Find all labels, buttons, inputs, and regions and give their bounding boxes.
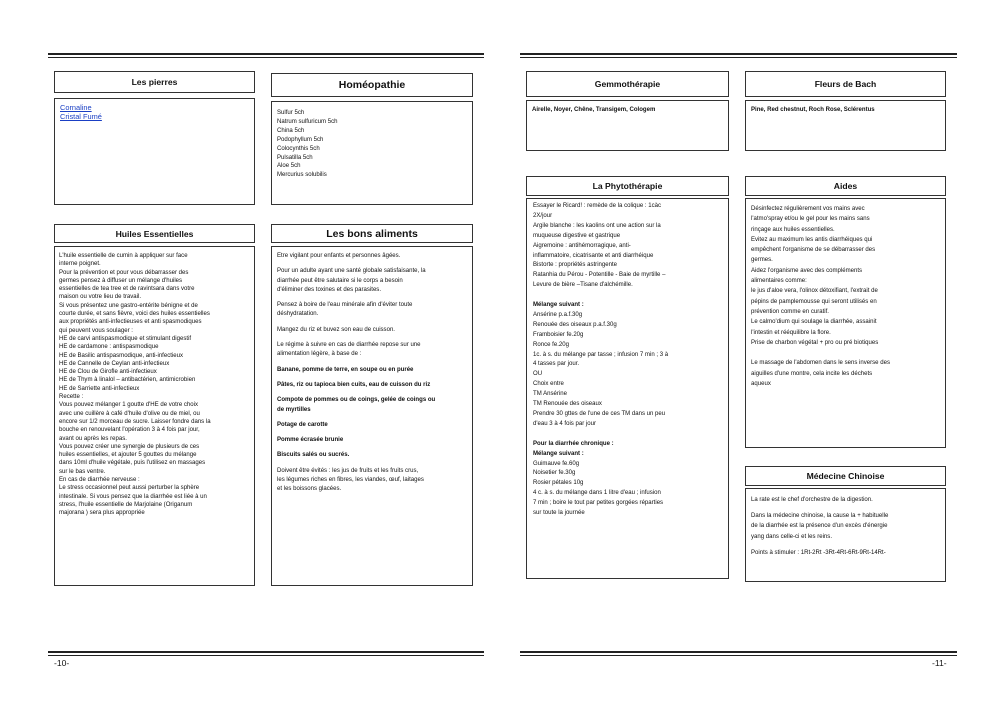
text-line: HE de cardamone : antispasmodique bbox=[59, 344, 159, 351]
text-line: Vous pouvez créer une synergie de plusieurs de ces bbox=[59, 443, 200, 450]
aides-content bbox=[751, 204, 890, 389]
text-line: L'huile essentielle de cumin à appliquer sur face bbox=[59, 253, 188, 259]
text-line: aux propriétés anti-infectieuses et anti spasmodiques bbox=[59, 319, 202, 326]
remedy-line: Pulsatilla 5ch bbox=[277, 154, 313, 161]
homeopathie-title: Homéopathie bbox=[271, 73, 473, 97]
text-line: aqueux bbox=[751, 381, 771, 388]
bottom-rule-left bbox=[48, 651, 484, 653]
remedy-line: China 5ch bbox=[277, 127, 305, 134]
remedy-line: Natrum sulfuricum 5ch bbox=[277, 118, 338, 125]
aides-box bbox=[745, 198, 946, 448]
text-line: de la diarrhée est la présence d'un excès d'énergie bbox=[751, 523, 888, 530]
text-line: l'intestin et rééquilibre la flore. bbox=[751, 329, 831, 336]
text-line: Banane, pomme de terre, en soupe ou en purée bbox=[277, 366, 414, 373]
text-line: Essayer le Ricard! : remède de la colique : 1càc bbox=[533, 203, 662, 209]
text-line: Rosier pétales 10g bbox=[533, 480, 584, 487]
text-line: Framboisier fe.20g bbox=[533, 331, 584, 338]
text-line: Désinfectez régulièrement vos mains avec bbox=[751, 206, 865, 212]
link-cristal-fume[interactable]: Cristal Fumé bbox=[60, 111, 102, 121]
text-line: Guimauve fe.60g bbox=[533, 460, 580, 467]
text-line: Biscuits salés ou sucrés. bbox=[277, 452, 350, 459]
text-line: et les boissons glacées. bbox=[277, 486, 342, 493]
text-line: d'éliminer des toxines et des parasites. bbox=[277, 286, 382, 293]
text-line: germes. bbox=[751, 257, 773, 264]
text-line: Pour la diarrhée chronique : bbox=[533, 440, 614, 447]
text-line: yang dans celle-ci et les reins. bbox=[751, 533, 833, 540]
text-line: le jus d'aloe vera, l'olinox détoxifiant, l'extrait de bbox=[751, 288, 878, 295]
text-line: Renouée des oiseaux p.a.f.30g bbox=[533, 321, 617, 328]
text-line: muqueuse digestive et gastrique bbox=[533, 232, 621, 239]
chinoise-box bbox=[745, 488, 946, 582]
remedy-line: Sulfur 5ch bbox=[277, 110, 305, 116]
text-line: huiles essentielles, et ajouter 5 gouttes du mélange bbox=[59, 452, 197, 459]
text-line: HE de Cannelle de Ceylan anti-infectieux bbox=[59, 360, 170, 367]
text-line: Pâtes, riz ou tapioca bien cuits, eau de cuisson du riz bbox=[277, 381, 431, 388]
text-line: HE de Thym à linalol – antibactérien, antimicrobien bbox=[59, 377, 196, 384]
text-line: dans 10ml d'huile végétale, puis l'utilisez en massages bbox=[59, 460, 206, 467]
text-line: Mélange suivant : bbox=[533, 450, 584, 457]
text-line: les légumes riches en fibres, les viandes, œuf, laitages bbox=[277, 477, 424, 484]
phyto-content bbox=[533, 202, 668, 519]
pierres-title: Les pierres bbox=[54, 71, 255, 93]
text-line: Aidez l'organisme avec des compléments bbox=[751, 267, 863, 274]
text-line: interne poignet. bbox=[59, 261, 101, 268]
page-number-right: -11- bbox=[932, 658, 947, 668]
huiles-box bbox=[54, 246, 255, 586]
text-line bbox=[533, 430, 668, 440]
text-line: Pour la prévention et pour vous débarrasser des bbox=[59, 269, 189, 276]
phyto-title: La Phytothérapie bbox=[526, 176, 729, 196]
text-line: rinçage aux huiles essentielles. bbox=[751, 226, 835, 233]
text-line: Le régime à suivre en cas de diarrhée repose sur une bbox=[277, 342, 421, 349]
remedy-line: Aloe 5ch bbox=[277, 163, 301, 170]
aliments-box bbox=[271, 246, 473, 586]
text-line: alimentaires comme: bbox=[751, 278, 807, 285]
text-line: bouche en renouvelant l'opération 3 à 4 fois par jour, bbox=[59, 427, 200, 434]
text-line: Points à stimuler : 1Rt-2Rt -3Rt-4Rt-6Rt-9Rt-14Rt- bbox=[751, 549, 886, 556]
chinoise-title: Médecine Chinoise bbox=[745, 466, 946, 486]
text-line: majorana ) sera plus appropriée bbox=[59, 510, 145, 517]
text-line: Pour un adulte ayant une santé globale satisfaisante, la bbox=[277, 268, 426, 275]
text-line: Bistorte : propriétés astringente bbox=[533, 262, 618, 269]
pierres-box bbox=[54, 98, 255, 205]
text-line bbox=[751, 348, 890, 358]
text-line: d'eau 3 à 4 fois par jour bbox=[533, 420, 597, 427]
text-line bbox=[533, 291, 668, 301]
text-line: Le stress occasionnel peut aussi perturber la sphère bbox=[59, 485, 200, 492]
text-line: avec une cuillère à café d'huile d'olive ou de miel, ou bbox=[59, 410, 200, 417]
text-line: 4 c. à s. du mélange dans 1 litre d'eau ; infusion bbox=[533, 490, 661, 497]
text-line: Ansérine p.a.f.30g bbox=[533, 311, 583, 318]
gemmo-text: Airelle, Noyer, Chêne, Transigem, Cologem bbox=[532, 107, 656, 113]
top-rule-right bbox=[520, 53, 957, 55]
remedy-line: Colocynthis 5ch bbox=[277, 145, 320, 152]
text-line: Mangez du riz et buvez son eau de cuisson. bbox=[277, 326, 395, 333]
text-line: Prendre 30 gttes de l'une de ces TM dans un peu bbox=[533, 411, 666, 418]
text-line: 2X/jour bbox=[533, 212, 553, 219]
text-line: Choix entre bbox=[533, 381, 564, 388]
phyto-box bbox=[526, 198, 729, 579]
text-line: Compote de pommes ou de coings, gelée de coings ou bbox=[277, 397, 436, 404]
text-line: sur toute la journée bbox=[533, 510, 585, 517]
text-line: Argile blanche : les kaolins ont une action sur la bbox=[533, 222, 661, 229]
text-line: courte durée, et sans fièvre, voici des huiles essentielles bbox=[59, 311, 210, 318]
text-line: Mélange suivant : bbox=[533, 302, 584, 309]
text-line: TM Ansérine bbox=[533, 391, 567, 398]
text-line: germes pensez à diffuser un mélange d'huiles bbox=[59, 277, 183, 284]
text-line: Le calmo'dium qui soulage la diarrhée, assainit bbox=[751, 319, 877, 326]
top-rule-left bbox=[48, 53, 484, 55]
text-line: HE de Sarriette anti-infectieux bbox=[59, 385, 140, 392]
text-line: La rate est le chef d'orchestre de la digestion. bbox=[751, 497, 873, 503]
remedy-line: Podophyllum 5ch bbox=[277, 136, 324, 143]
text-line: 1c. à s. du mélange par tasse ; infusion 7 min ; 3 à bbox=[533, 351, 669, 358]
text-line: En cas de diarrhée nerveuse : bbox=[59, 477, 140, 484]
text-line: déshydratation. bbox=[277, 311, 319, 318]
homeopathie-box bbox=[271, 101, 473, 205]
text-line: maison ou votre lieu de travail. bbox=[59, 294, 142, 301]
aides-title: Aides bbox=[745, 176, 946, 196]
text-line: Le massage de l'abdomen dans le sens inverse des bbox=[751, 360, 890, 367]
text-line: 7 min ; boire le tout par petites gorgées réparties bbox=[533, 500, 664, 507]
bottom-rule-right bbox=[520, 651, 957, 653]
gemmo-content bbox=[532, 106, 655, 114]
text-line: qui peuvent vous soulager : bbox=[59, 327, 133, 334]
text-line: Dans la médecine chinoise, la cause la + habituelle bbox=[751, 513, 889, 520]
homeopathie-content bbox=[277, 109, 338, 180]
text-line: Ratanhia du Pérou - Potentille - Baie de myrtille – bbox=[533, 272, 666, 279]
gemmo-box bbox=[526, 100, 729, 151]
text-line: Potage de carotte bbox=[277, 421, 328, 428]
bach-text: Pine, Red chestnut, Roch Rose, Sclérentus bbox=[751, 107, 875, 113]
bach-content bbox=[751, 106, 875, 114]
text-line: empêchent l'organisme de se débarrasser des bbox=[751, 247, 876, 254]
text-line: OU bbox=[533, 371, 543, 378]
text-line: Ronce fe.20g bbox=[533, 341, 569, 348]
text-line: de myrtilles bbox=[277, 406, 311, 413]
text-line: Recette : bbox=[59, 394, 84, 401]
text-line: Etre vigilant pour enfants et personnes âgées. bbox=[277, 253, 401, 259]
bach-title: Fleurs de Bach bbox=[745, 71, 946, 97]
text-line: alimentation légère, à base de : bbox=[277, 351, 362, 358]
pierres-content bbox=[60, 104, 102, 121]
text-line: Noisetier fe.30g bbox=[533, 470, 576, 477]
text-line: HE de carvi antispasmodique et stimulant digestif bbox=[59, 335, 192, 342]
text-line: Pensez à boire de l'eau minérale afin d'éviter toute bbox=[277, 302, 413, 309]
text-line: avant ou après les repas. bbox=[59, 435, 127, 442]
text-line: diarrhée peut être salutaire si le corps a besoin bbox=[277, 277, 403, 284]
text-line: TM Renouée des oiseaux bbox=[533, 401, 602, 408]
aliments-title: Les bons aliments bbox=[271, 224, 473, 243]
text-line: essentielles de tea tree et de ravintsara dans votre bbox=[59, 286, 195, 293]
text-line: Si vous présentez une gastro-entérite bénigne et de bbox=[59, 302, 198, 309]
text-line: 4 tasses par jour. bbox=[533, 361, 580, 368]
chinoise-content bbox=[751, 495, 888, 558]
text-line: l'atmo'spray et/ou le gel pour les mains sans bbox=[751, 216, 870, 223]
text-line: pépins de pamplemousse qui seront utilisés en bbox=[751, 298, 877, 305]
huiles-title: Huiles Essentielles bbox=[54, 224, 255, 243]
text-line: inflammatoire, cicatrisante et anti diarrhéique bbox=[533, 252, 654, 259]
text-line: HE de Basilic antispasmodique, anti-infectieux bbox=[59, 352, 184, 359]
text-line: Levure de bière –Tisane d'alchémille. bbox=[533, 282, 633, 289]
page-number-left: -10- bbox=[54, 658, 70, 668]
bach-box bbox=[745, 100, 946, 151]
text-line: Prise de charbon végétal + pro ou pré biotiques bbox=[751, 339, 879, 346]
text-line: sur le bas ventre. bbox=[59, 468, 106, 475]
remedy-line: Mercurius solubilis bbox=[277, 172, 327, 179]
gemmo-title: Gemmothérapie bbox=[526, 71, 729, 97]
text-line: Evitez au maximum les antis diarrhéiques qui bbox=[751, 236, 873, 243]
huiles-content bbox=[59, 252, 211, 518]
text-line: Pomme écrasée brunie bbox=[277, 437, 344, 444]
text-line: encore sur 1/2 morceau de sucre. Laisser fondre dans la bbox=[59, 418, 211, 425]
text-line: Aigremoine : antihémorragique, anti- bbox=[533, 242, 631, 249]
aliments-content bbox=[277, 252, 435, 495]
link-cornaline[interactable]: Cornaline bbox=[60, 103, 92, 112]
text-line: intestinale. Si vous pensez que la diarrhée est liée à un bbox=[59, 493, 207, 500]
text-line: stress, l'huile essentielle de Marjolaine (Origanum bbox=[59, 501, 193, 508]
text-line: Doivent être évités : les jus de fruits et les fruits crus, bbox=[277, 467, 419, 474]
text-line: prévention comme en curatif. bbox=[751, 308, 829, 315]
text-line: aiguilles d'une montre, cela incite les déchets bbox=[751, 370, 873, 377]
text-line: Vous pouvez mélanger 1 goutte d'HE de votre choix bbox=[59, 402, 198, 409]
text-line: HE de Clou de Girofle anti-infectieux bbox=[59, 369, 157, 376]
